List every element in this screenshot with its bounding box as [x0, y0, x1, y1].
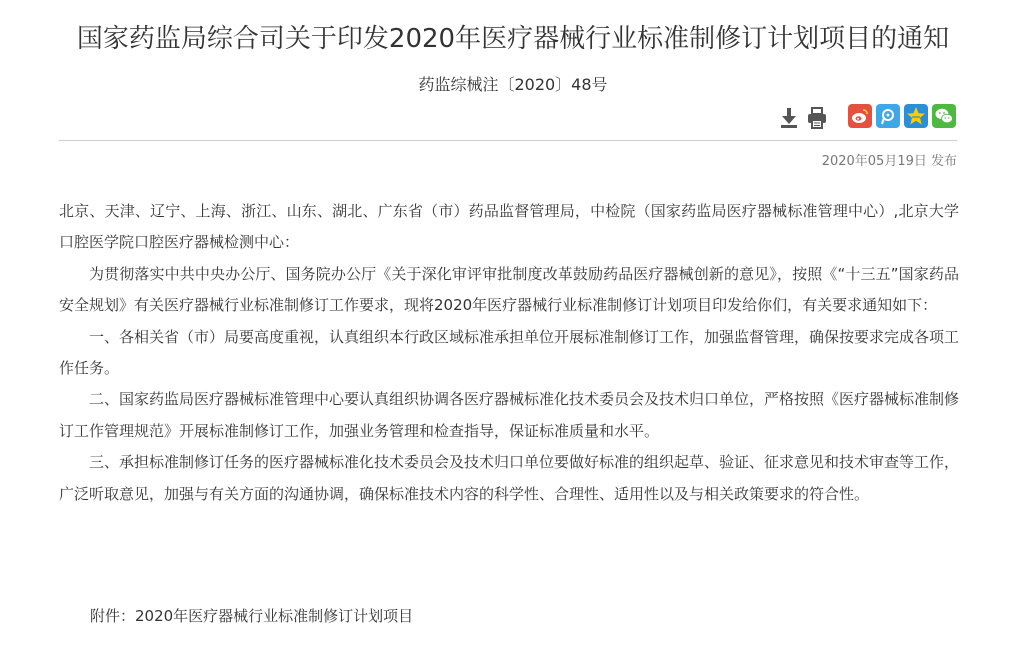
tencent-weibo-icon[interactable]: [876, 104, 900, 128]
download-icon[interactable]: [776, 104, 802, 132]
attachment-link[interactable]: 附件：2020年医疗器械行业标准制修订计划项目: [90, 607, 414, 625]
weibo-icon[interactable]: [848, 104, 872, 128]
print-icon[interactable]: [804, 104, 830, 132]
addressee-paragraph: 北京、天津、辽宁、上海、浙江、山东、湖北、广东省（市）药品监督管理局，中检院（国家药监局医疗器械标准管理中心）,北京大学口腔医学院口腔医疗器械检测中心：: [59, 202, 959, 252]
body-paragraph: 三、承担标准制修订任务的医疗器械标准化技术委员会及技术归口单位要做好标准的组织起草、验证、征求意见和技术审查等工作，广泛听取意见，加强与有关方面的沟通协调，确保标准技术内容的科学性、合理性、适用性以及与相关政策要求的符合性。: [59, 453, 960, 503]
body-paragraph: 为贯彻落实中共中央办公厅、国务院办公厅《关于深化审评审批制度改革鼓励药品医疗器械创新的意见》，按照《“十三五”国家药品安全规划》有关医疗器械行业标准制修订工作要求，现将2020年医疗器械行业标准制修订计划项目印发给你们，有关要求通知如下：: [59, 264, 959, 315]
qzone-icon[interactable]: [904, 104, 928, 128]
publish-date: 2020年05月19日 发布: [821, 154, 957, 169]
body-paragraph: 一、各相关省（市）局要高度重视，认真组织本行政区域标准承担单位开展标准制修订工作，加强监督管理，确保按要求完成各项工作任务。: [59, 327, 960, 378]
document-number: 药监综械注〔2020〕48号: [418, 75, 608, 94]
header-divider: [59, 140, 957, 141]
body-paragraph: 二、国家药监局医疗器械标准管理中心要认真组织协调各医疗器械标准化技术委员会及技术归口单位，严格按照《医疗器械标准制修订工作管理规范》开展标准制修订工作，加强业务管理和检查指导，保证标准质量和水平。: [59, 390, 960, 440]
notice-body: [59, 196, 959, 510]
wechat-icon[interactable]: [932, 104, 956, 128]
page-title: 国家药监局综合司关于印发2020年医疗器械行业标准制修订计划项目的通知: [76, 24, 950, 54]
